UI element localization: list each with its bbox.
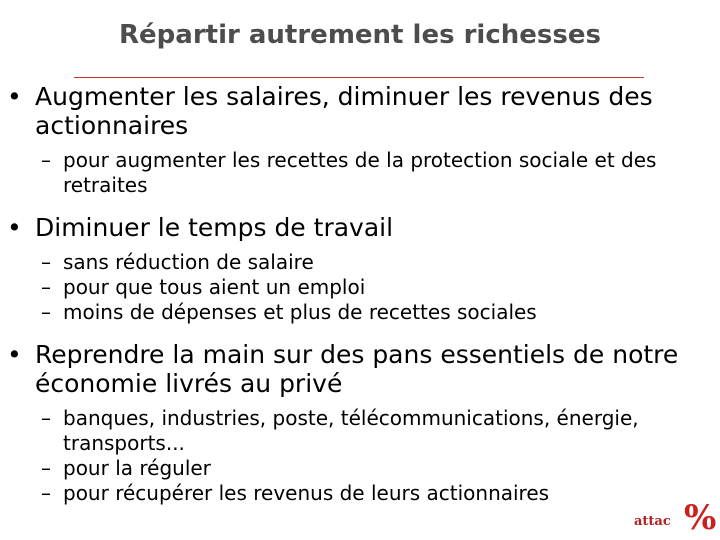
percent-icon: % <box>684 498 717 538</box>
dash-marker: – <box>41 300 51 324</box>
bullet-text: Diminuer le temps de travail <box>35 213 394 242</box>
dash-marker: – <box>41 148 51 172</box>
slide-title: Répartir autrement les richesses <box>119 20 601 50</box>
sub-item <box>41 148 700 198</box>
sub-item <box>41 481 700 506</box>
logo-text: attac <box>634 514 671 529</box>
sub-item-text: pour la réguler <box>63 456 211 480</box>
sub-item <box>41 250 700 275</box>
bullet-item <box>7 213 700 242</box>
sub-item <box>41 300 700 325</box>
dash-marker: – <box>41 406 51 430</box>
title-divider <box>74 77 644 78</box>
dash-marker: – <box>41 456 51 480</box>
bullet-text: Reprendre la main sur des pans essentiels de notre économie livrés au privé <box>35 340 679 398</box>
sub-item-text: moins de dépenses et plus de recettes sociales <box>63 300 537 324</box>
bullet-marker: • <box>7 82 22 111</box>
sub-item-text: pour récupérer les revenus de leurs actionnaires <box>63 481 550 505</box>
sub-item-text: pour que tous aient un emploi <box>63 275 366 299</box>
sub-list <box>41 148 700 198</box>
sub-list <box>41 250 700 325</box>
sub-item-text: sans réduction de salaire <box>63 250 314 274</box>
dash-marker: – <box>41 481 51 505</box>
sub-item <box>41 275 700 300</box>
bullet-marker: • <box>7 340 22 369</box>
sub-item-text: banques, industries, poste, télécommunications, énergie, transports... <box>63 406 639 455</box>
sub-item-text: pour augmenter les recettes de la protection sociale et des retraites <box>63 148 657 197</box>
bullet-marker: • <box>7 213 22 242</box>
sub-list <box>41 406 700 506</box>
slide-content <box>0 82 720 506</box>
attac-logo <box>634 498 717 538</box>
sub-item <box>41 456 700 481</box>
bullet-item <box>7 340 700 398</box>
bullet-text: Augmenter les salaires, diminuer les revenus des actionnaires <box>35 82 653 140</box>
bullet-item <box>7 82 700 140</box>
sub-item <box>41 406 700 456</box>
dash-marker: – <box>41 275 51 299</box>
dash-marker: – <box>41 250 51 274</box>
